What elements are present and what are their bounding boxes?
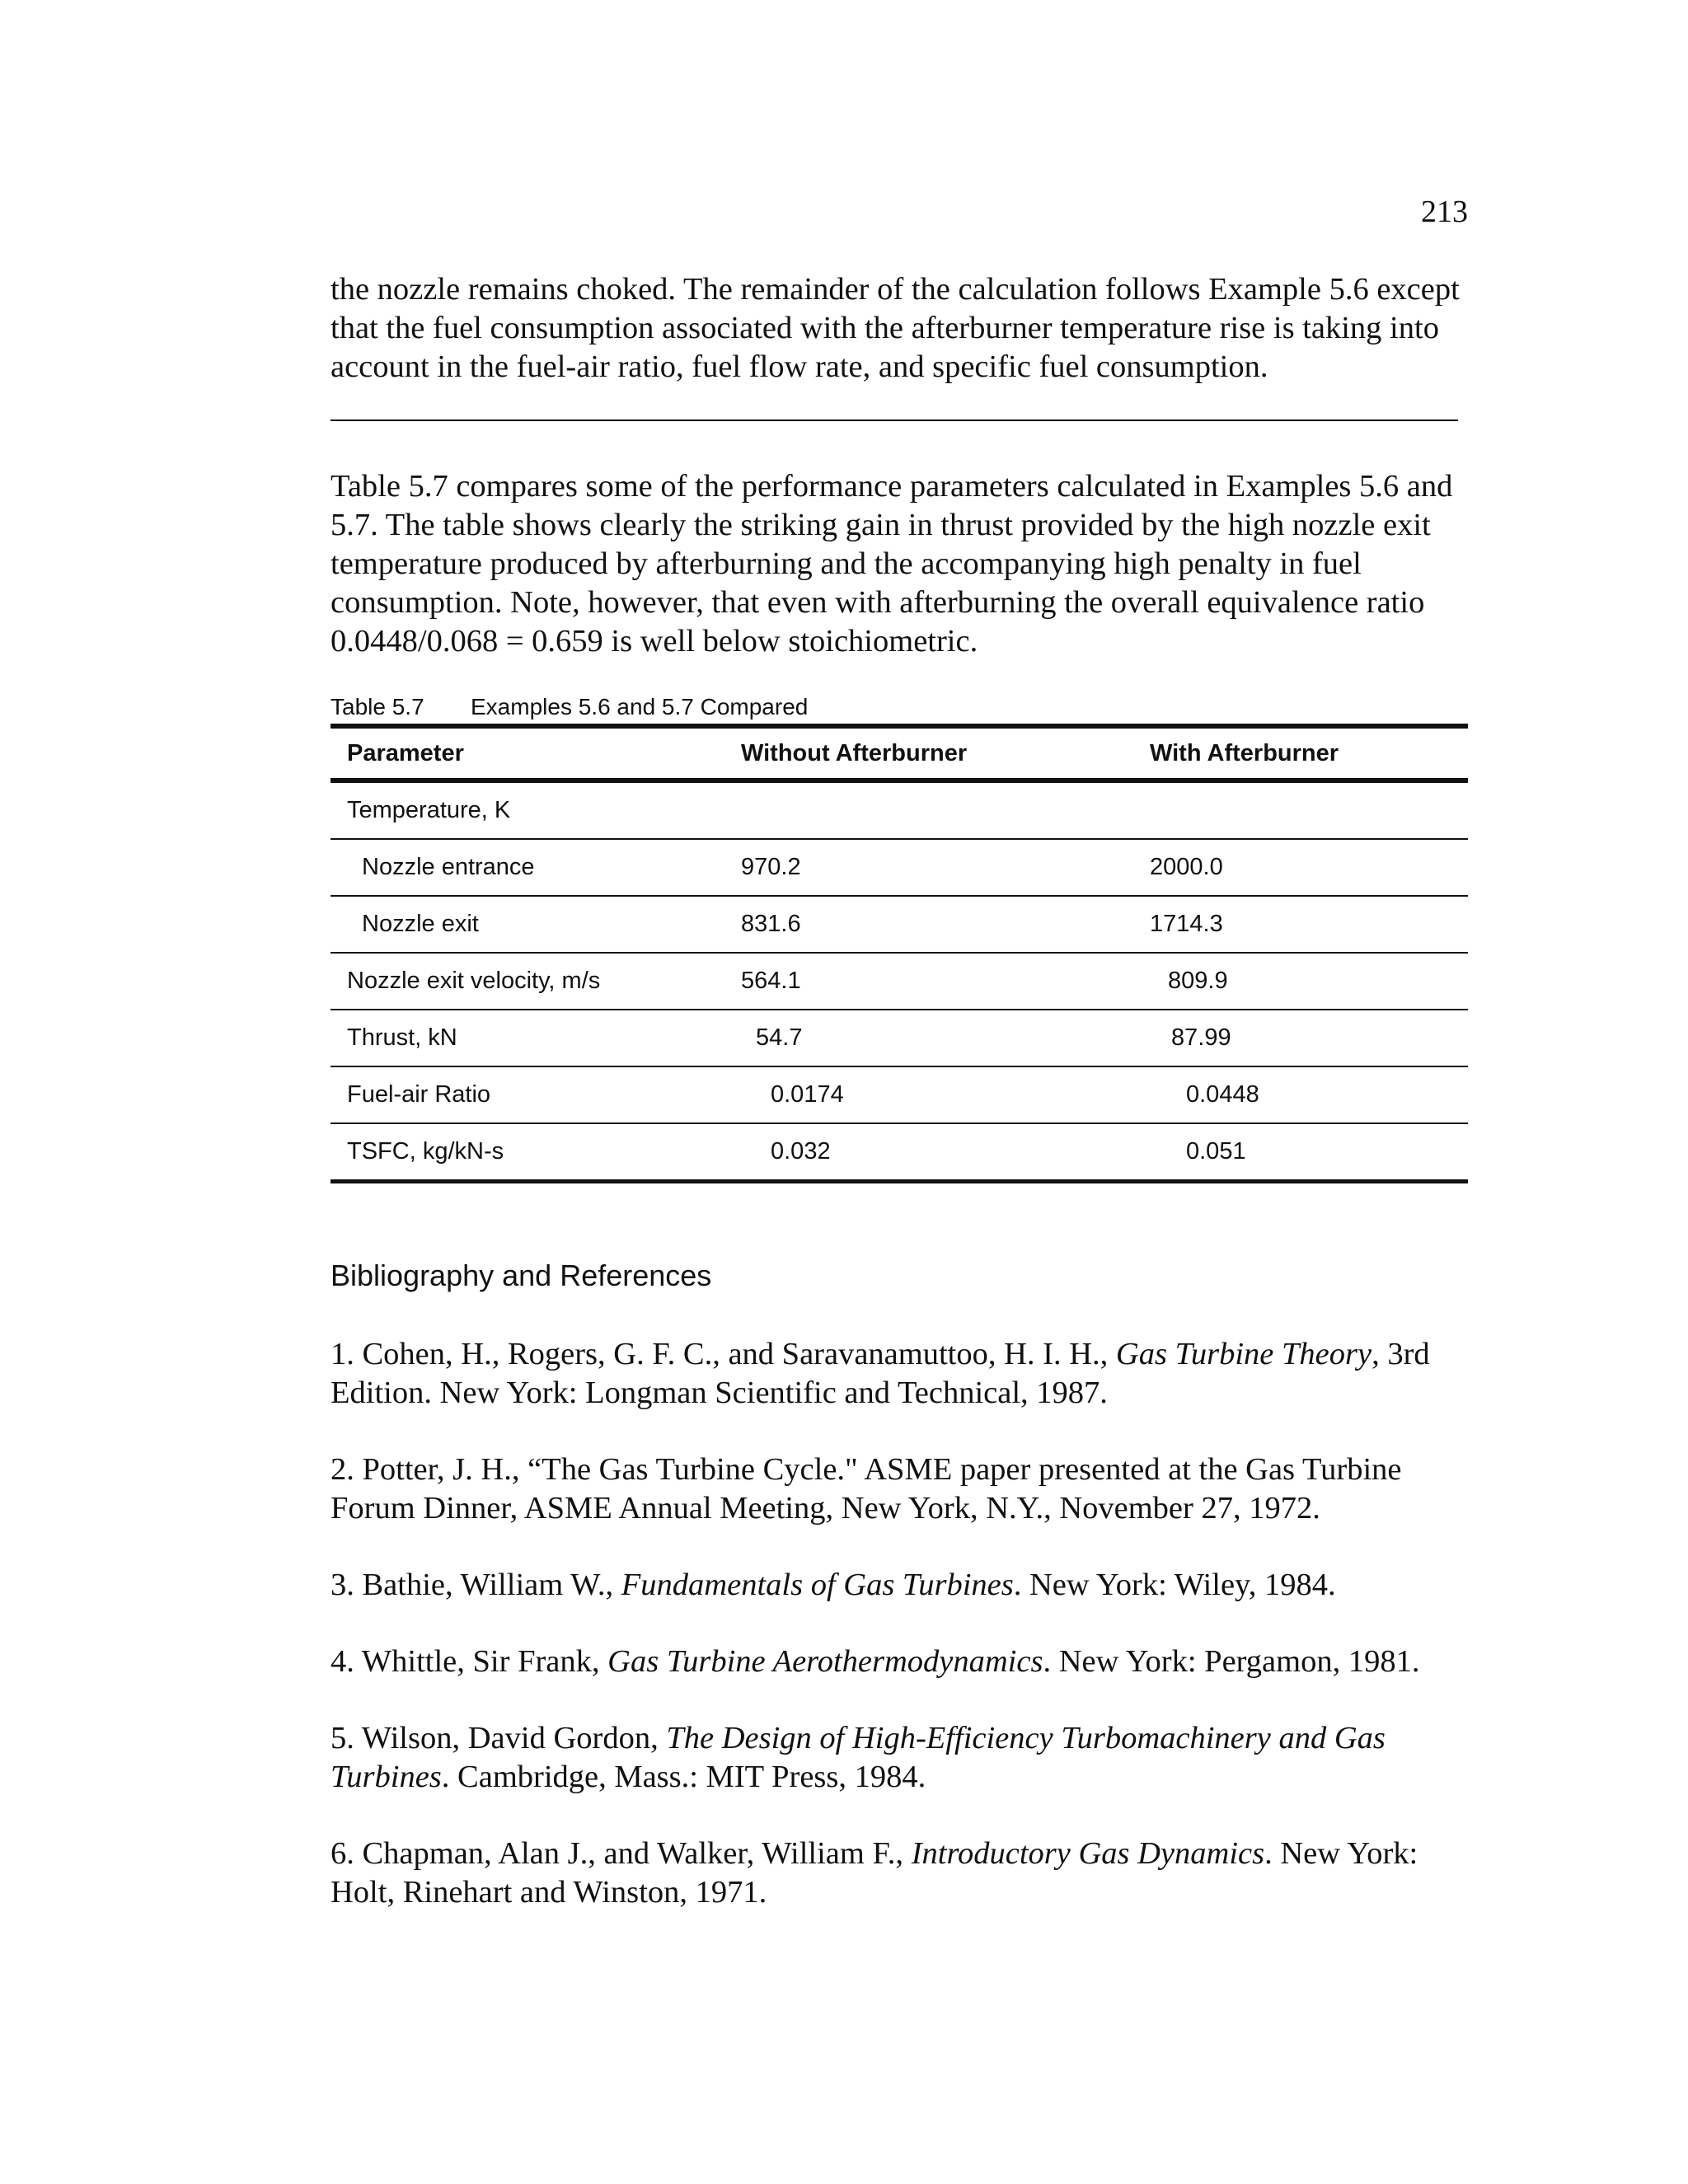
row-without-value: 0.032 — [741, 1123, 1150, 1182]
table-row — [331, 780, 1468, 839]
table-row — [331, 953, 1468, 1010]
header-parameter: Parameter — [331, 726, 741, 780]
reference-title: The Design of High-Efficiency Turbomachinery and Gas Turbines — [331, 1721, 1386, 1794]
section-divider — [331, 419, 1458, 421]
reference-text: . New York: Holt, Rinehart and Winston, 1971. — [331, 1836, 1418, 1910]
header-with-afterburner: With Afterburner — [1150, 726, 1468, 780]
reference-text: , 3rd Edition. New York: Longman Scientific and Technical, 1987. — [331, 1337, 1430, 1410]
reference-title: Gas Turbine Theory — [1115, 1337, 1372, 1371]
row-parameter: Fuel-air Ratio — [331, 1066, 741, 1123]
row-parameter: Nozzle exit velocity, m/s — [331, 953, 741, 1010]
page-content — [331, 270, 1468, 1912]
reference-text: . New York: Pergamon, 1981. — [1043, 1644, 1420, 1679]
page-number: 213 — [1421, 194, 1468, 229]
row-with-value: 87.99 — [1150, 1010, 1468, 1066]
reference-text: 1. Cohen, H., Rogers, G. F. C., and Saravanamuttoo, H. I. H., — [331, 1337, 1116, 1371]
row-parameter: Nozzle entrance — [331, 839, 741, 896]
row-without-value: 970.2 — [741, 839, 1150, 896]
table-header-row — [331, 726, 1468, 780]
table-caption-title: Examples 5.6 and 5.7 Compared — [471, 694, 809, 719]
table-caption-number: Table 5.7 — [331, 694, 424, 719]
reference-title: Introductory Gas Dynamics — [911, 1836, 1265, 1871]
table-row — [331, 1010, 1468, 1066]
table-row — [331, 1066, 1468, 1123]
table-row — [331, 839, 1468, 896]
reference-text: 4. Whittle, Sir Frank, — [331, 1644, 608, 1679]
row-with-value: 0.051 — [1150, 1123, 1468, 1182]
row-with-value: 2000.0 — [1150, 839, 1468, 896]
header-without-afterburner: Without Afterburner — [741, 726, 1150, 780]
row-parameter: Temperature, K — [331, 780, 741, 839]
row-parameter: Thrust, kN — [331, 1010, 741, 1066]
table-row — [331, 896, 1468, 953]
reference-text: 6. Chapman, Alan J., and Walker, William F., — [331, 1836, 912, 1871]
comparison-paragraph: Table 5.7 compares some of the performance parameters calculated in Examples 5.6 and 5.7. The table shows clearly the striking gain in thrust provided by the high nozzle exit temperature produced by afterburning and the accompanying high penalty in fuel consumption. Note, however, that even with afterburning the overall equivalence ratio 0.0448/0.068 = 0.659 is well below stoichiometric. — [331, 469, 1453, 658]
row-without-value: 0.0174 — [741, 1066, 1150, 1123]
reference-title: Gas Turbine Aerothermodynamics — [607, 1644, 1043, 1679]
reference-item — [331, 1719, 1468, 1797]
reference-text: 2. Potter, J. H., “The Gas Turbine Cycle." ASME paper presented at the Gas Turbine Forum Dinner, ASME Annual Meeting, New York, N.Y., November 27, 1972. — [331, 1452, 1402, 1526]
reference-item — [331, 1451, 1468, 1528]
row-without-value: 831.6 — [741, 896, 1150, 953]
reference-text: 3. Bathie, William W., — [331, 1568, 621, 1602]
reference-text: 5. Wilson, David Gordon, — [331, 1721, 667, 1755]
bibliography-heading: Bibliography and References — [331, 1258, 712, 1292]
intro-paragraph: the nozzle remains choked. The remainder of the calculation follows Example 5.6 except that the fuel consumption associated with the afterburner temperature rise is taking into account in the fuel-air ratio, fuel flow rate, and specific fuel consumption. — [331, 272, 1460, 384]
table-caption — [331, 692, 1468, 722]
row-parameter: Nozzle exit — [331, 896, 741, 953]
row-without-value — [741, 780, 1150, 839]
reference-item — [331, 1566, 1468, 1605]
row-with-value: 809.9 — [1150, 953, 1468, 1010]
reference-item — [331, 1643, 1468, 1681]
row-without-value: 54.7 — [741, 1010, 1150, 1066]
reference-text: . Cambridge, Mass.: MIT Press, 1984. — [441, 1760, 926, 1794]
reference-title: Fundamentals of Gas Turbines — [621, 1568, 1014, 1602]
row-without-value: 564.1 — [741, 953, 1150, 1010]
row-with-value — [1150, 780, 1468, 839]
row-with-value: 1714.3 — [1150, 896, 1468, 953]
comparison-table — [331, 724, 1468, 1183]
reference-item — [331, 1335, 1468, 1413]
row-with-value: 0.0448 — [1150, 1066, 1468, 1123]
reference-text: . New York: Wiley, 1984. — [1013, 1568, 1336, 1602]
row-parameter: TSFC, kg/kN-s — [331, 1123, 741, 1182]
table-row — [331, 1123, 1468, 1182]
reference-item — [331, 1835, 1468, 1912]
